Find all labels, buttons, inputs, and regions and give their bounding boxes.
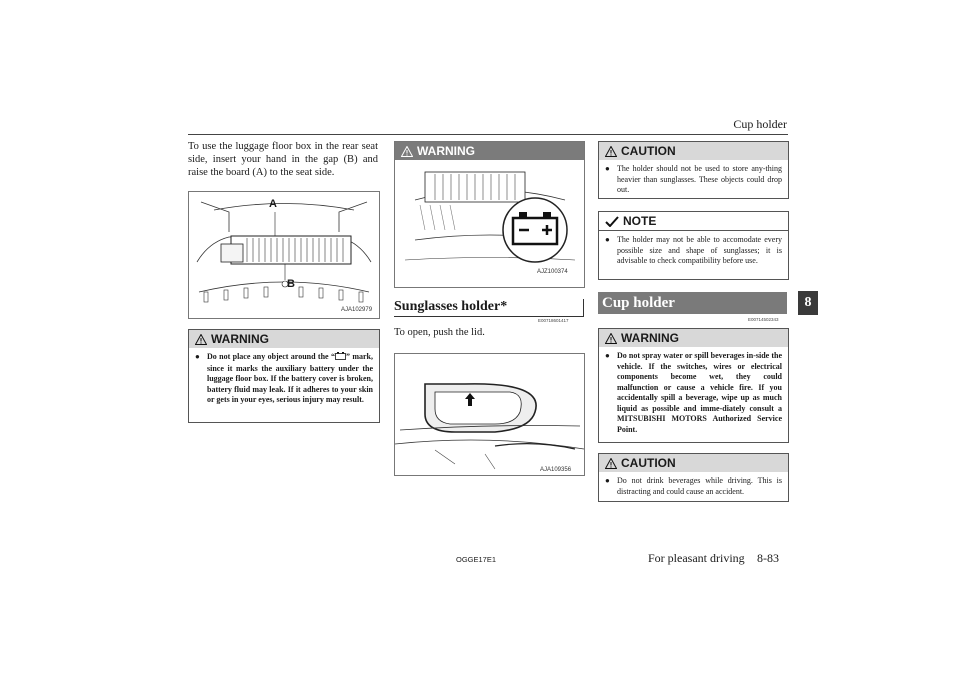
warning-header xyxy=(599,329,788,347)
caution-item xyxy=(599,160,788,202)
note-text: The holder may not be able to accomodate every possible size and shape of sunglasses; it is advisable to check compatibility before use. xyxy=(617,235,782,265)
sunglasses-figure xyxy=(394,353,585,476)
battery-symbol-icon xyxy=(335,352,346,364)
caution-item xyxy=(599,472,788,503)
sunglasses-heading-box xyxy=(394,299,584,317)
bullet-icon: ● xyxy=(605,235,610,244)
warning-item xyxy=(599,347,788,441)
warning-text-after: ” mark, since it marks the auxiliary battery under the luggage floor box. If the battery cover is broken, battery fluid may leak. If it adheres to your skin or gets in your eyes, serious injury may result. xyxy=(207,352,373,404)
caution-title: CAUTION xyxy=(621,144,676,158)
intro-paragraph: To use the luggage floor box in the rear seat side, insert your hand in the gap (B) and raise the board (A) to the seat side. xyxy=(188,141,378,178)
bullet-icon: ● xyxy=(605,476,610,485)
caution-box-1 xyxy=(598,141,789,199)
luggage-floor-illustration xyxy=(189,192,379,318)
figure-id: AJA102979 xyxy=(341,307,373,313)
luggage-floor-figure xyxy=(188,191,380,319)
bullet-icon: ● xyxy=(605,351,610,360)
chapter-tab: 8 xyxy=(798,291,818,315)
sunglasses-holder-illustration xyxy=(395,354,584,475)
label-a: A xyxy=(269,198,277,210)
warning-title: WARNING xyxy=(621,331,679,345)
sunglasses-text: To open, push the lid. xyxy=(394,327,485,338)
caution-triangle-icon xyxy=(605,458,617,469)
page-section-title: Cup holder xyxy=(733,117,787,131)
sunglasses-heading: Sunglasses holder* xyxy=(394,299,508,314)
warning-triangle-icon xyxy=(195,334,207,345)
figure-warning-title: WARNING xyxy=(417,144,475,158)
note-header xyxy=(599,212,788,231)
battery-location-illustration xyxy=(395,160,584,286)
warning-text xyxy=(207,352,373,406)
bullet-icon: ● xyxy=(195,352,200,361)
caution-title: CAUTION xyxy=(621,456,676,470)
caution-header xyxy=(599,454,788,472)
warning-header xyxy=(189,330,379,348)
label-b: B xyxy=(287,278,295,290)
header-rule xyxy=(188,134,788,135)
footer-chapter: For pleasant driving xyxy=(648,551,745,565)
figure-id: AJZ100374 xyxy=(537,269,568,275)
spill-warning-box xyxy=(598,328,789,443)
caution-text: Do not drink beverages while driving. This is distracting and could cause an accident. xyxy=(617,476,782,496)
caution-header xyxy=(599,142,788,160)
cup-holder-heading: Cup holder xyxy=(598,292,787,314)
note-check-icon xyxy=(605,216,619,227)
caution-triangle-icon xyxy=(605,146,617,157)
battery-warning-box xyxy=(188,329,380,423)
caution-box-2 xyxy=(598,453,789,502)
battery-warning-figure xyxy=(394,141,585,288)
note-box xyxy=(598,211,789,280)
warning-text-before: Do not place any object around the “ xyxy=(207,352,335,361)
warning-text: Do not spray water or spill beverages in-side the vehicle. If the switches, wires or electrical components become wet, they could malfunction or cause a vehicle fire. If you accidentally spill a beverage, wipe up as much liquid as possible and imme-diately consult a MITSUBISHI MOTORS Authorized Service Point. xyxy=(617,351,782,434)
warning-item xyxy=(189,348,379,412)
cup-holder-code: E00714502343 xyxy=(748,317,779,322)
warning-title: WARNING xyxy=(211,332,269,346)
sunglasses-code: E00718601417 xyxy=(538,318,569,323)
bullet-icon: ● xyxy=(605,164,610,173)
warning-triangle-icon xyxy=(401,146,413,157)
warning-triangle-icon xyxy=(605,333,617,344)
note-item xyxy=(599,231,788,273)
caution-text: The holder should not be used to store any-thing heavier than sunglasses. These objects could drop out. xyxy=(617,164,782,194)
figure-id: AJA109356 xyxy=(540,467,572,473)
figure-warning-header xyxy=(395,142,584,160)
footer-code: OGGE17E1 xyxy=(456,555,497,564)
note-title: NOTE xyxy=(623,214,657,228)
footer-page-number: 8-83 xyxy=(757,551,779,565)
